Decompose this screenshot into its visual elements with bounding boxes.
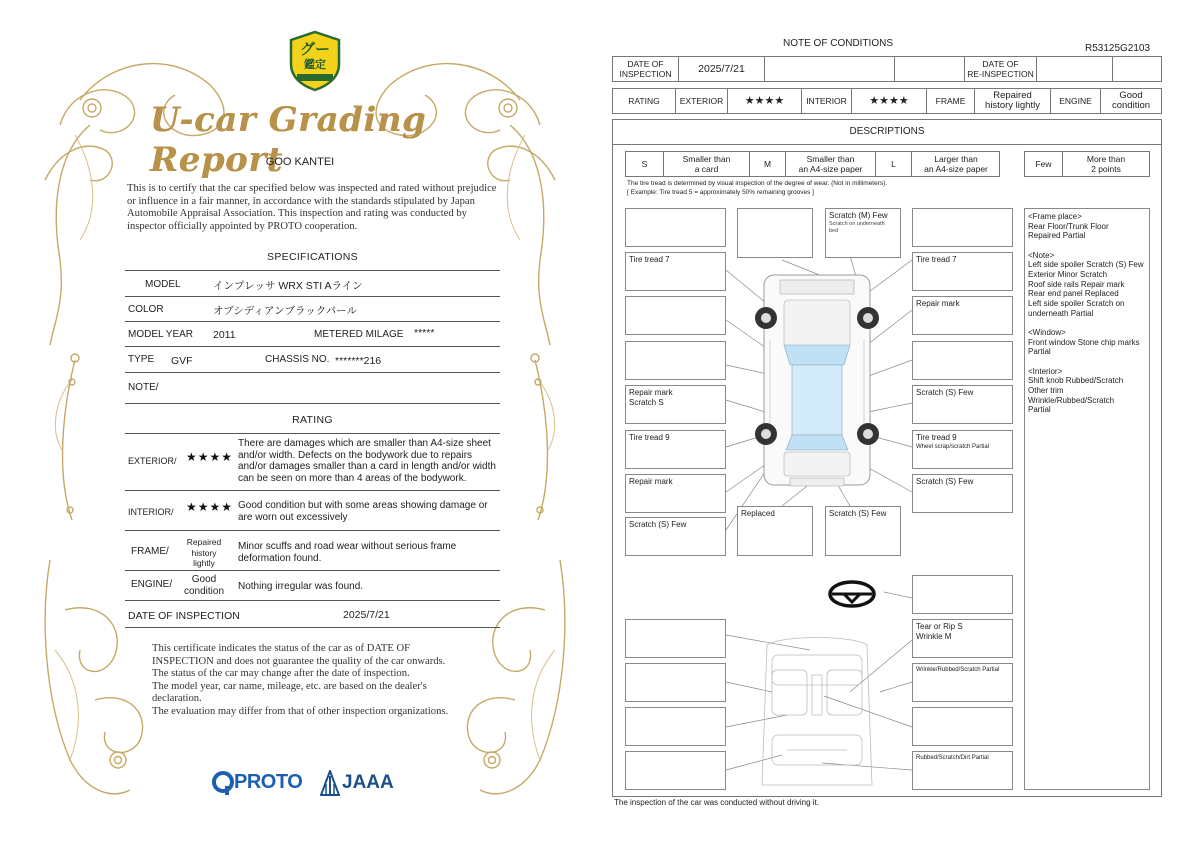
mileage-value: *****	[414, 327, 435, 339]
exterior-description: There are damages which are smaller than A4-size sheet and/or width. Defects on the bodywork due to repairs and/or damages smaller than a card in length and/or width can be seen on more than 4 areas of the bodywork.	[238, 438, 496, 484]
model-year-label: MODEL YEAR	[128, 329, 194, 340]
legend-l: L	[876, 152, 912, 176]
divider	[125, 490, 500, 491]
window-notes	[1028, 328, 1146, 357]
frame-value-line: history	[191, 547, 217, 558]
note-box-subtext: Wheel scrap/scratch Partial	[916, 444, 990, 450]
engine-label: ENGINE/	[131, 579, 173, 590]
note-box	[912, 341, 1013, 380]
badge-text-bottom: 鑑定	[304, 59, 326, 71]
frame-place-notes	[1028, 212, 1146, 241]
legend-line: an A4-size paper	[924, 164, 988, 174]
legend-line: an A4-size paper	[798, 164, 863, 174]
model-label: MODEL	[145, 279, 181, 290]
note-label: NOTE/	[128, 382, 159, 393]
note-box	[625, 430, 726, 469]
note-box	[625, 341, 726, 380]
note-box	[912, 575, 1013, 614]
notes-line: Front window Stone chip marks	[1028, 337, 1140, 347]
exterior-stars: ★★★★	[186, 450, 234, 464]
date-value: 2025/7/21	[343, 609, 390, 621]
divider	[125, 600, 500, 601]
engine-value-line: condition	[183, 585, 225, 597]
empty-cell	[895, 57, 965, 81]
label-line: DATE OF	[982, 59, 1019, 69]
goo-kantei-badge	[287, 30, 343, 92]
notes-heading: <Window>	[1028, 328, 1066, 338]
note-box-text: Scratch S	[629, 398, 664, 407]
note-box	[912, 663, 1013, 702]
disclaimer-line: This certificate indicates the status of the car as of DATE OF	[152, 643, 410, 654]
empty-cell	[765, 57, 895, 81]
notes-line: Exterior Minor Scratch	[1028, 270, 1108, 280]
engine-value-line: Good	[191, 574, 217, 585]
empty-cell	[1113, 57, 1161, 81]
interior-stars: ★★★★	[186, 500, 234, 514]
legend-line: Smaller than	[682, 154, 731, 164]
disclaimer	[152, 643, 482, 719]
frame-description: Minor scuffs and road wear without serious frame deformation found.	[238, 541, 457, 564]
legend-line: Smaller than	[806, 154, 855, 164]
legend-line: 2 points	[1091, 164, 1121, 174]
specifications-heading: SPECIFICATIONS	[267, 251, 358, 263]
note-box	[737, 506, 813, 556]
note-box	[912, 430, 1013, 469]
legend-more	[1063, 152, 1149, 176]
frame-value-line: lightly	[193, 558, 215, 568]
notes-line: Other trim	[1028, 386, 1064, 396]
legend-m: M	[750, 152, 786, 176]
certification-text: This is to certify that the car specified below was inspected and rated without prejudice or influence in a fair manner, in accordance with the standards stipulated by Japan Automobile Appraisal Association. This inspection and rating was conducted by inspector officially appointed by PROTO cooperation.	[127, 183, 497, 232]
report-id: R53125G2103	[1085, 43, 1151, 54]
note-title: NOTE OF CONDITIONS	[783, 38, 893, 49]
engine-description: Nothing irregular was found.	[238, 581, 364, 592]
date-of-reinspection-value	[1037, 57, 1113, 81]
label-line: DATE OF	[627, 59, 664, 69]
note-box	[912, 208, 1013, 247]
steering-wheel-icon	[830, 582, 874, 606]
note-box	[625, 385, 726, 424]
note-box	[912, 707, 1013, 746]
value-line: Good	[1119, 90, 1143, 101]
date-row	[612, 56, 1162, 82]
value-line: Repaired	[993, 90, 1032, 101]
interior-stars: ★★★★	[852, 89, 927, 113]
note-box-text: Tire tread 7	[629, 255, 670, 264]
note-box	[625, 517, 726, 556]
frame-label: FRAME/	[131, 546, 169, 557]
divider	[125, 270, 500, 271]
note-box	[912, 751, 1013, 790]
chassis-label: CHASSIS NO.	[265, 354, 330, 365]
note-box	[825, 506, 901, 556]
notes-line: Left side spoiler Scratch (S) Few	[1028, 260, 1144, 270]
divider	[125, 530, 500, 531]
proto-logo-text: PROTO	[234, 771, 303, 793]
jaaa-logo-text: JAAA	[342, 772, 394, 793]
size-legend	[625, 151, 1000, 177]
date-label: DATE OF INSPECTION	[128, 610, 240, 622]
interior-label: INTERIOR/	[128, 507, 174, 517]
exterior-stars: ★★★★	[728, 89, 802, 113]
legend-line: More than	[1086, 154, 1126, 164]
note-box-text: Tire tread 9	[916, 433, 957, 442]
value-line: history lightly	[985, 100, 1040, 111]
legend-s-desc	[664, 152, 750, 176]
notes-heading: <Interior>	[1028, 366, 1063, 376]
notes-heading: <Frame place>	[1028, 212, 1082, 221]
tire-note-line: [ Example: Tire tread 5 = approximately 50% remaining grooves ]	[627, 188, 814, 196]
note-box-text: Wrinkle M	[916, 632, 952, 641]
date-of-inspection-value: 2025/7/21	[679, 57, 765, 81]
model-value: インプレッサ WRX STI Aライン	[213, 280, 363, 292]
legend-m-desc	[786, 152, 876, 176]
note-box	[912, 619, 1013, 658]
notes-line: Partial	[1028, 405, 1051, 415]
note-box	[625, 252, 726, 291]
report-subtitle: GOO KANTEI	[265, 156, 335, 168]
date-of-inspection-label	[613, 57, 679, 81]
engine-label: ENGINE	[1051, 89, 1101, 113]
note-box	[625, 751, 726, 790]
tire-note	[627, 180, 887, 197]
notes-line: Partial	[1028, 347, 1051, 357]
tire-note-line: The tire tread is determined by visual inspection of the degree of wear. (Not in millimeters).	[627, 180, 888, 187]
note-box	[912, 474, 1013, 513]
inspection-footer: The inspection of the car was conducted without driving it.	[614, 798, 819, 807]
note-box-text: Tire tread 7	[916, 255, 957, 264]
frame-value	[176, 537, 232, 569]
rating-heading: RATING	[292, 414, 333, 426]
note-box-text: Repair mark	[629, 388, 673, 397]
car-top-view-icon	[764, 275, 870, 486]
value-line: condition	[1111, 100, 1151, 111]
count-legend	[1024, 151, 1150, 177]
disclaimer-line: declaration.	[152, 693, 202, 705]
note-box-text: Scratch (M) Few	[829, 211, 888, 220]
note-box	[737, 208, 813, 258]
divider	[125, 321, 500, 322]
report-title: U-car Grading Report	[150, 100, 427, 180]
descriptions-heading: DESCRIPTIONS	[612, 119, 1162, 145]
note-box	[825, 208, 901, 258]
color-value: オブシディアンブラックパール	[213, 305, 357, 317]
legend-line: a card	[694, 164, 719, 174]
disclaimer-line: The evaluation may differ from that of other inspection organizations.	[152, 705, 449, 717]
car-interior-icon	[762, 638, 872, 786]
notes-line: Rear Floor/Trunk Floor	[1028, 221, 1109, 231]
note-box-text: Wrinkle/Rubbed/Scratch Partial	[916, 667, 1000, 673]
badge-text-top: グー	[299, 41, 330, 58]
note-box	[625, 296, 726, 335]
notes-line: Repaired Partial	[1028, 231, 1086, 241]
notes-line: underneath Partial	[1028, 308, 1094, 318]
note-box	[912, 296, 1013, 335]
divider	[125, 627, 500, 628]
interior-label: INTERIOR	[802, 89, 852, 113]
disclaimer-line: The model year, car name, mileage, etc. are based on the dealer's	[152, 680, 427, 692]
divider	[125, 372, 500, 373]
note-box-subtext: bed	[829, 227, 839, 234]
note-box-text: Scratch (S) Few	[629, 520, 687, 529]
disclaimer-line: INSPECTION and does not guarantee the quality of the car onwards.	[152, 655, 446, 667]
notes-line: Roof side rails Repair mark	[1028, 279, 1125, 289]
engine-value	[176, 574, 232, 597]
label-line: RE-INSPECTION	[967, 69, 1034, 79]
chassis-value: *******216	[335, 355, 382, 367]
color-label: COLOR	[128, 304, 164, 315]
note-box	[625, 474, 726, 513]
exterior-label: EXTERIOR/	[128, 456, 177, 466]
proto-logo	[212, 770, 312, 796]
disclaimer-line: The status of the car may change after the date of inspection.	[152, 668, 410, 680]
model-year-value: 2011	[213, 329, 236, 341]
general-notes	[1028, 251, 1146, 319]
divider	[125, 346, 500, 347]
rating-row	[612, 88, 1162, 114]
note-box	[625, 707, 726, 746]
note-box-text: Rubbed/Scratch/Dirt Partial	[916, 755, 989, 761]
jaaa-logo	[320, 770, 400, 796]
note-box-subtext: Scratch on underneath	[829, 221, 885, 227]
mileage-label: METERED MILAGE	[314, 329, 404, 340]
legend-s: S	[626, 152, 664, 176]
interior-description: Good condition but with some areas showing damage or are worn out excessively	[238, 500, 488, 523]
note-box	[625, 619, 726, 658]
notes-heading: <Note>	[1028, 250, 1055, 260]
note-box-text: Repair mark	[916, 299, 960, 308]
notes-line: Shift knob Rubbed/Scratch	[1028, 376, 1124, 386]
notes-list	[1024, 208, 1150, 790]
divider	[125, 433, 500, 434]
exterior-label: EXTERIOR	[676, 89, 728, 113]
note-box-text: Repair mark	[629, 477, 673, 486]
date-of-reinspection-label	[965, 57, 1037, 81]
divider	[125, 570, 500, 571]
notes-line: Left side spoiler Scratch on	[1028, 299, 1125, 309]
notes-line: Rear end panel Replaced	[1028, 289, 1119, 299]
note-box	[912, 252, 1013, 291]
legend-line: Larger than	[934, 154, 978, 164]
note-box-text: Tear or Rip S	[916, 622, 963, 631]
note-box-text: Replaced	[741, 509, 775, 518]
rating-label: RATING	[613, 89, 676, 113]
note-box	[625, 663, 726, 702]
note-box-text: Scratch (S) Few	[829, 509, 887, 518]
label-line: INSPECTION	[619, 69, 672, 79]
note-box-text: Scratch (S) Few	[916, 477, 974, 486]
interior-notes	[1028, 367, 1146, 416]
note-box	[912, 385, 1013, 424]
note-box	[625, 208, 726, 247]
legend-few: Few	[1025, 152, 1063, 176]
frame-value	[975, 89, 1051, 113]
note-box-text: Scratch (S) Few	[916, 388, 974, 397]
type-value: GVF	[171, 355, 193, 367]
legend-l-desc	[912, 152, 1000, 176]
type-label: TYPE	[128, 354, 155, 365]
frame-value-line: Repaired	[186, 537, 222, 547]
frame-label: FRAME	[927, 89, 975, 113]
divider	[125, 403, 500, 404]
engine-value	[1101, 89, 1161, 113]
note-box-text: Tire tread 9	[629, 433, 670, 442]
notes-line: Wrinkle/Rubbed/Scratch	[1028, 395, 1115, 405]
divider	[125, 296, 500, 297]
